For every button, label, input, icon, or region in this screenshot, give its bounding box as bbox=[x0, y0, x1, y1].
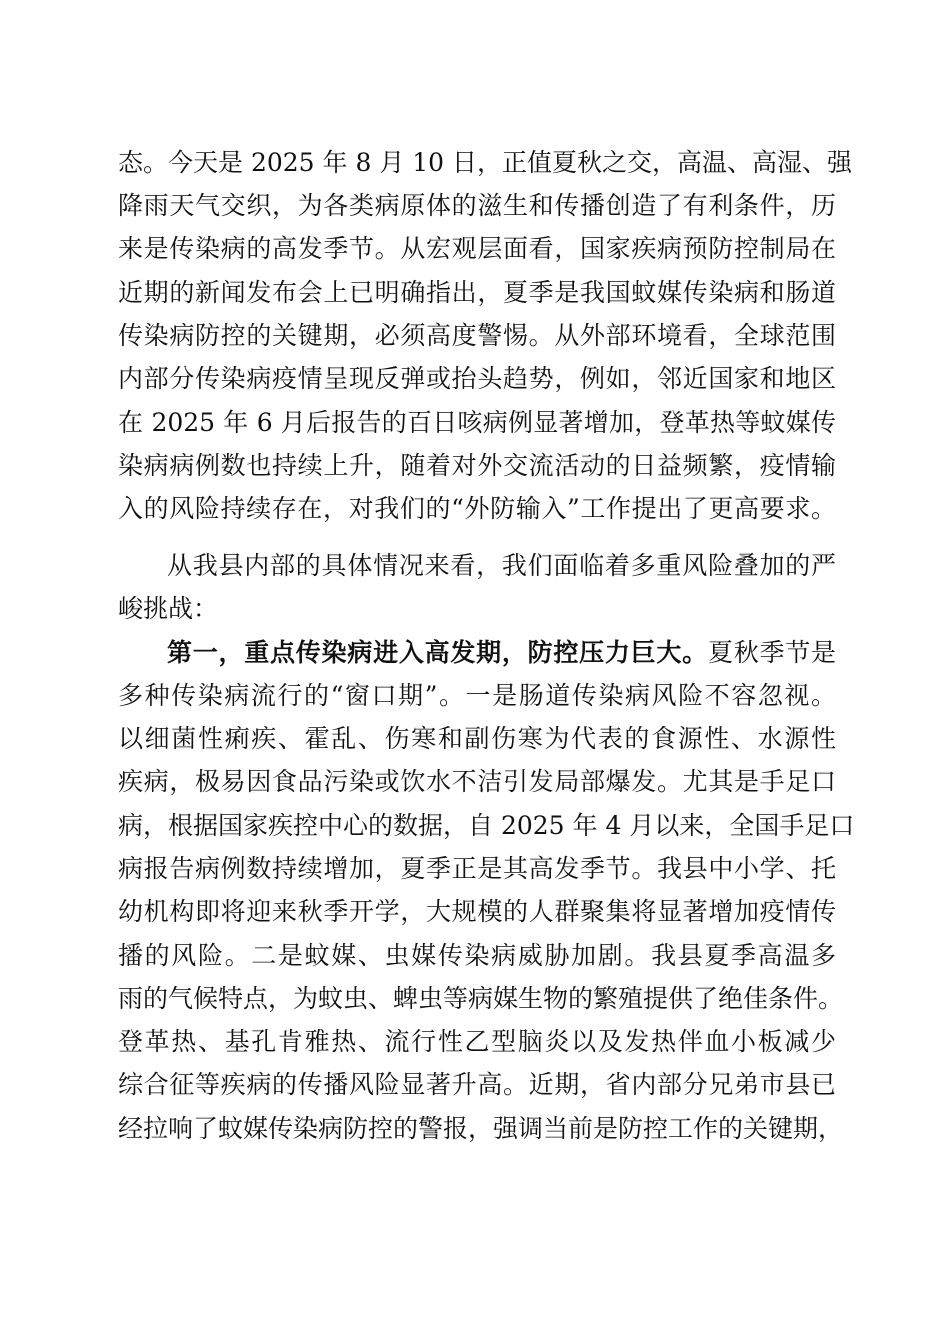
paragraph-3-line-4: 疾病，极易因食品污染或饮水不洁引发局部爆发。尤其是手足口 bbox=[118, 767, 836, 796]
paragraph-1-line-7: 在 2025 年 6 月后报告的百日咳病例显著增加，登革热等蚊媒传 bbox=[118, 408, 836, 437]
paragraph-1-line-6: 内部分传染病疫情呈现反弹或抬头趋势，例如，邻近国家和地区 bbox=[118, 364, 836, 393]
paragraph-3-line-1 bbox=[167, 634, 836, 672]
paragraph-3-line-11: 综合征等疾病的传播风险显著升高。近期，省内部分兄弟市县已 bbox=[118, 1070, 836, 1099]
paragraph-1-line-1: 态。今天是 2025 年 8 月 10 日，正值夏秋之交，高温、高湿、强 bbox=[118, 148, 853, 177]
paragraph-3-heading: 第一，重点传染病进入高发期，防控压力巨大。 bbox=[167, 638, 708, 667]
paragraph-3-line-2: 多种传染病流行的“窗口期”。一是肠道传染病风险不容忽视。 bbox=[118, 681, 836, 710]
paragraph-3-line-8: 播的风险。二是蚊媒、虫媒传染病威胁加剧。我县夏季高温多 bbox=[118, 941, 836, 970]
paragraph-1-line-2: 降雨天气交织，为各类病原体的滋生和传播创造了有利条件，历 bbox=[118, 191, 836, 220]
paragraph-3-first-line-rest: 夏秋季节是 bbox=[707, 638, 836, 667]
paragraph-1-line-3: 来是传染病的高发季节。从宏观层面看，国家疾病预防控制局在 bbox=[118, 234, 836, 263]
paragraph-2-line-1: 从我县内部的具体情况来看，我们面临着多重风险叠加的严 bbox=[167, 551, 836, 580]
paragraph-3-line-7: 幼机构即将迎来秋季开学，大规模的人群聚集将显著增加疫情传 bbox=[118, 897, 836, 926]
paragraph-2-line-2: 峻挑战： bbox=[118, 594, 219, 623]
paragraph-3-line-10: 登革热、基孔肯雅热、流行性乙型脑炎以及发热伴血小板减少 bbox=[118, 1027, 836, 1056]
paragraph-3-line-12: 经拉响了蚊媒传染病防控的警报，强调当前是防控工作的关键期， bbox=[118, 1114, 844, 1143]
paragraph-1-line-5: 传染病防控的关键期，必须高度警惕。从外部环境看，全球范围 bbox=[118, 321, 836, 350]
paragraph-3-line-5: 病，根据国家疾控中心的数据，自 2025 年 4 月以来，全国手足口 bbox=[118, 811, 855, 840]
paragraph-1-line-8: 染病病例数也持续上升，随着对外交流活动的日益频繁，疫情输 bbox=[118, 451, 836, 480]
paragraph-1-line-9: 入的风险持续存在，对我们的“外防输入”工作提出了更高要求。 bbox=[118, 494, 836, 523]
paragraph-3-line-3: 以细菌性痢疾、霍乱、伤寒和副伤寒为代表的食源性、水源性 bbox=[118, 724, 836, 753]
paragraph-1-line-4: 近期的新闻发布会上已明确指出，夏季是我国蚊媒传染病和肠道 bbox=[118, 278, 836, 307]
paragraph-3-line-6: 病报告病例数持续增加，夏季正是其高发季节。我县中小学、托 bbox=[118, 854, 836, 883]
paragraph-3-line-9: 雨的气候特点，为蚊虫、蜱虫等病媒生物的繁殖提供了绝佳条件。 bbox=[118, 984, 844, 1013]
